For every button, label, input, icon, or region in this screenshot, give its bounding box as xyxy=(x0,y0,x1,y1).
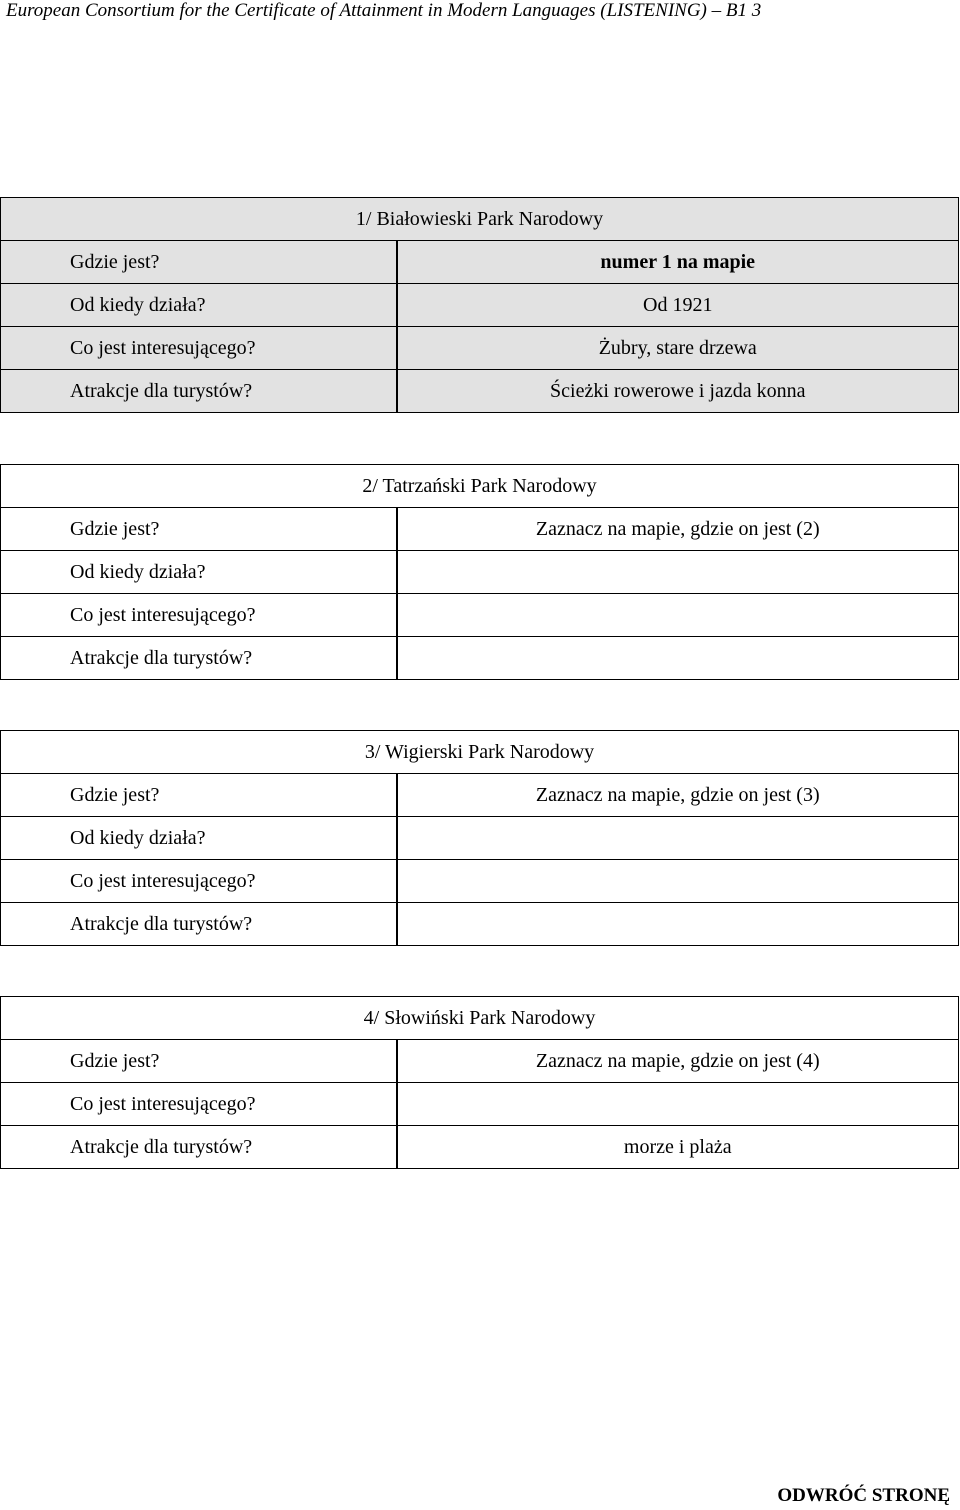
park-title: 4/ Słowiński Park Narodowy xyxy=(1,997,959,1040)
answer-cell[interactable]: numer 1 na mapie xyxy=(397,241,959,284)
page-header: European Consortium for the Certificate of Attainment in Modern Languages (LISTENING) – B1 3 xyxy=(6,0,762,21)
question-label: Atrakcje dla turystów? xyxy=(1,1126,397,1169)
question-label: Od kiedy działa? xyxy=(1,817,397,860)
park-title: 3/ Wigierski Park Narodowy xyxy=(1,731,959,774)
answer-cell[interactable]: morze i plaża xyxy=(397,1126,959,1169)
answer-cell[interactable]: Żubry, stare drzewa xyxy=(397,327,959,370)
question-label: Od kiedy działa? xyxy=(1,551,397,594)
question-label: Od kiedy działa? xyxy=(1,284,397,327)
question-label: Atrakcje dla turystów? xyxy=(1,637,397,680)
park-table-2 xyxy=(0,464,959,680)
question-label: Co jest interesującego? xyxy=(1,327,397,370)
answer-cell[interactable]: Zaznacz na mapie, gdzie on jest (2) xyxy=(397,508,959,551)
answer-cell[interactable] xyxy=(397,637,959,680)
answer-cell[interactable] xyxy=(397,817,959,860)
answer-cell[interactable]: Od 1921 xyxy=(397,284,959,327)
park-table-3 xyxy=(0,730,959,946)
answer-cell[interactable] xyxy=(397,551,959,594)
question-label: Gdzie jest? xyxy=(1,1040,397,1083)
question-label: Co jest interesującego? xyxy=(1,594,397,637)
park-title: 1/ Białowieski Park Narodowy xyxy=(1,198,959,241)
question-label: Gdzie jest? xyxy=(1,774,397,817)
question-label: Gdzie jest? xyxy=(1,241,397,284)
answer-cell[interactable]: Zaznacz na mapie, gdzie on jest (3) xyxy=(397,774,959,817)
question-label: Atrakcje dla turystów? xyxy=(1,903,397,946)
park-table-1 xyxy=(0,197,959,413)
answer-cell[interactable] xyxy=(397,594,959,637)
park-table-4 xyxy=(0,996,959,1169)
answer-cell[interactable] xyxy=(397,860,959,903)
answer-cell[interactable] xyxy=(397,903,959,946)
turn-page-note: ODWRÓĆ STRONĘ xyxy=(777,1485,950,1506)
answer-cell[interactable]: Ścieżki rowerowe i jazda konna xyxy=(397,370,959,413)
question-label: Co jest interesującego? xyxy=(1,860,397,903)
question-label: Gdzie jest? xyxy=(1,508,397,551)
park-title: 2/ Tatrzański Park Narodowy xyxy=(1,465,959,508)
question-label: Co jest interesującego? xyxy=(1,1083,397,1126)
answer-cell[interactable] xyxy=(397,1083,959,1126)
question-label: Atrakcje dla turystów? xyxy=(1,370,397,413)
answer-cell[interactable]: Zaznacz na mapie, gdzie on jest (4) xyxy=(397,1040,959,1083)
